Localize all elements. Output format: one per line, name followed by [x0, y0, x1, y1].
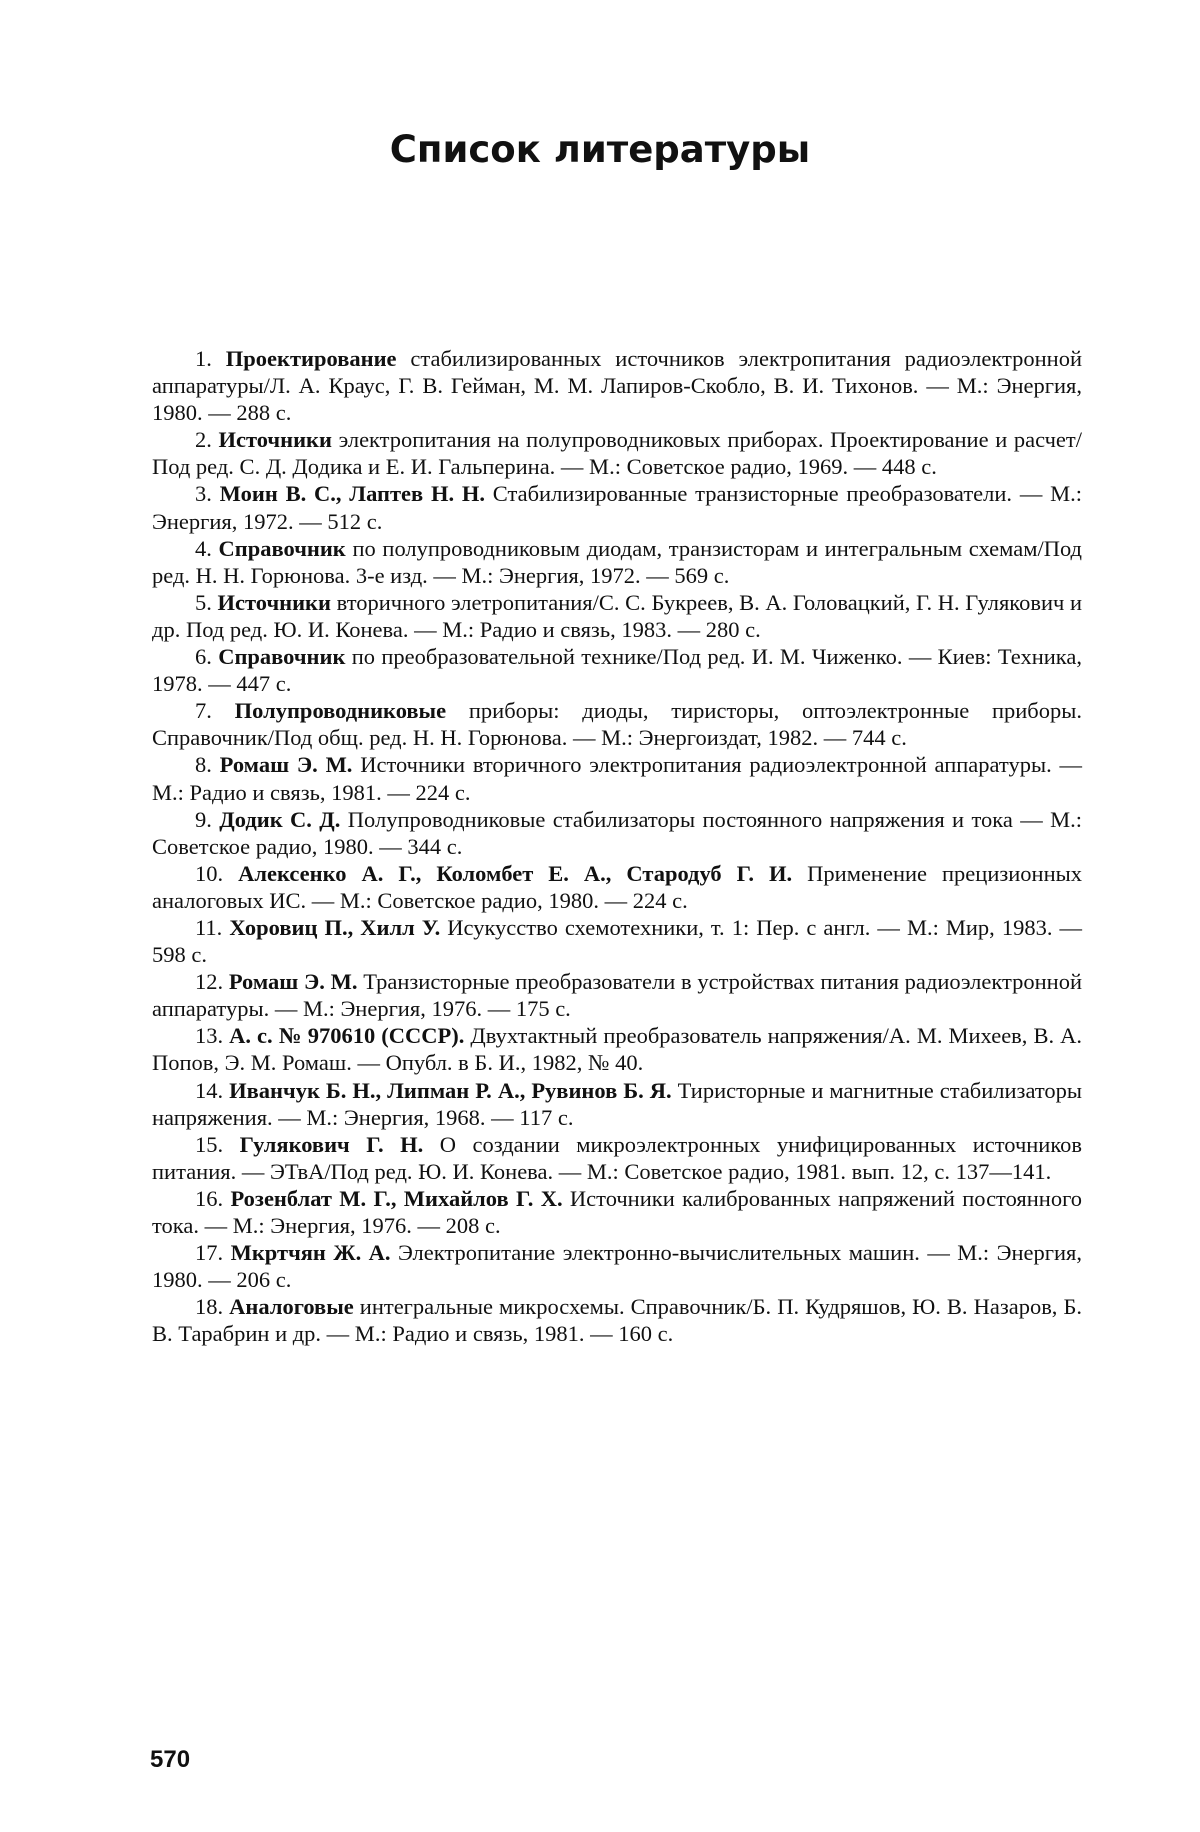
- reference-text: Источники калиброванных напряжений постоянного тока. — М.: Энергия, 1976. — 208 с.: [152, 1185, 1083, 1238]
- reference-text: Стабилизированные транзисторные преобразователи. — М.: Энергия, 1972. — 512 с.: [152, 481, 1082, 534]
- reference-author: А. с. № 970610 (СССР).: [229, 1023, 465, 1049]
- reference-author: Справочник: [218, 644, 346, 670]
- page-number: 570: [150, 1746, 191, 1773]
- reference-text: Применение прецизионных аналоговых ИС. — М.: Советское радио, 1980. — 224 с.: [152, 860, 1083, 913]
- reference-author: Справочник: [218, 535, 346, 561]
- reference-author: Алексенко А. Г., Коломбет Е. А., Стародуб Г. И.: [238, 860, 793, 886]
- reference-item: [152, 806, 1082, 860]
- reference-item: [152, 535, 1082, 589]
- reference-item: [152, 914, 1082, 968]
- reference-author: Мкртчян Ж. А.: [230, 1240, 391, 1266]
- reference-item: [152, 968, 1082, 1022]
- reference-author: Розенблат М. Г., Михайлов Г. Х.: [230, 1185, 563, 1211]
- reference-item: [152, 1239, 1082, 1293]
- reference-item: [152, 860, 1082, 914]
- reference-number: 4.: [195, 535, 212, 561]
- reference-number: 9.: [195, 806, 212, 832]
- reference-text: Тиристорные и магнитные стабилизаторы напряжения. — М.: Энергия, 1968. — 117 с.: [152, 1077, 1083, 1130]
- reference-item: [152, 1131, 1082, 1185]
- reference-author: Ромаш Э. М.: [219, 752, 353, 778]
- reference-item: [152, 480, 1082, 534]
- reference-number: 14.: [195, 1077, 224, 1103]
- reference-number: 17.: [195, 1240, 224, 1266]
- reference-text: стабилизированных источников электропитания радиоэлектронной аппаратуры/Л. А. Краус, Г. В. Гейман, М. М. Лапиров-Скобло, В. И. Тихонов. — М.: Энергия, 1980. — 288 с.: [152, 346, 1083, 426]
- reference-author: Моин В. С., Лаптев Н. Н.: [219, 481, 486, 507]
- reference-list: [152, 345, 1082, 1347]
- reference-text: Электропитание электронно-вычислительных машин. — М.: Энергия, 1980. — 206 с.: [152, 1240, 1082, 1293]
- reference-text: Исукусство схемотехники, т. 1: Пер. с англ. — М.: Мир, 1983. — 598 с.: [152, 914, 1082, 968]
- reference-number: 13.: [195, 1023, 224, 1049]
- reference-item: [152, 697, 1082, 751]
- reference-text: по полупроводниковым диодам, транзисторам и интегральным схемам/Под ред. Н. Н. Горюнова. 3-е изд. — М.: Энергия, 1972. — 569 с.: [152, 535, 1083, 588]
- reference-item: [152, 426, 1082, 480]
- reference-number: 2.: [195, 427, 212, 453]
- reference-text: Двухтактный преобразователь напряжения/А. М. Михеев, В. А. Попов, Э. М. Ромаш. — Опубл. в Б. И., 1982, № 40.: [152, 1023, 1082, 1076]
- reference-item: [152, 345, 1082, 426]
- reference-author: Додик С. Д.: [219, 806, 341, 832]
- reference-number: 1.: [195, 346, 212, 371]
- reference-number: 16.: [195, 1185, 224, 1211]
- reference-text: Источники вторичного электропитания радиоэлектронной аппаратуры. — М.: Радио и связь, 1981. — 224 с.: [152, 752, 1083, 805]
- reference-author: Гулякович Г. Н.: [239, 1131, 424, 1157]
- reference-number: 5.: [195, 589, 212, 615]
- reference-author: Проектирование: [225, 346, 397, 371]
- reference-item: [152, 1185, 1082, 1239]
- reference-text: электропитания на полупроводниковых приборах. Проектирование и расчет/Под ред. С. Д. Додика и Е. И. Гальперина. — М.: Советское радио, 1969. — 448 с.: [152, 427, 1083, 480]
- reference-author: Ромаш Э. М.: [228, 969, 358, 995]
- reference-author: Хоровиц П., Хилл У.: [229, 914, 441, 940]
- reference-item: [152, 1022, 1082, 1076]
- reference-author: Источники: [218, 427, 332, 453]
- reference-number: 8.: [195, 752, 212, 778]
- page-title: Список литературы: [389, 128, 811, 171]
- reference-number: 3.: [195, 481, 212, 507]
- reference-text: по преобразовательной технике/Под ред. И. М. Чиженко. — Киев: Техника, 1978. — 447 с.: [152, 644, 1082, 697]
- reference-number: 15.: [195, 1131, 224, 1157]
- reference-author: Иванчук Б. Н., Липман Р. А., Рувинов Б. Я.: [229, 1077, 672, 1103]
- reference-number: 10.: [195, 860, 224, 886]
- reference-text: интегральные микросхемы. Справочник/Б. П. Кудряшов, Ю. В. Назаров, Б. В. Тарабрин и др. — М.: Радио и связь, 1981. — 160 с.: [152, 1294, 1083, 1347]
- reference-item: [152, 751, 1082, 805]
- reference-author: Полупроводниковые: [234, 698, 447, 724]
- reference-item: [152, 589, 1082, 643]
- reference-text: Полупроводниковые стабилизаторы постоянного напряжения и тока — М.: Советское радио, 1980. — 344 с.: [152, 806, 1083, 859]
- reference-item: [152, 1293, 1082, 1347]
- reference-number: 6.: [195, 644, 212, 670]
- reference-text: приборы: диоды, тиристоры, оптоэлектронные приборы. Справочник/Под общ. ред. Н. Н. Горюнова. — М.: Энергоиздат, 1982. — 744 с.: [152, 698, 1082, 751]
- reference-author: Источники: [217, 589, 331, 615]
- reference-author: Аналоговые: [229, 1294, 354, 1320]
- reference-text: О создании микроэлектронных унифицированных источников питания. — ЭТвА/Под ред. Ю. И. Конева. — М.: Советское радио, 1981. вып. 12, с. 137—141.: [152, 1131, 1083, 1184]
- reference-item: [152, 643, 1082, 697]
- reference-item: [152, 1077, 1082, 1131]
- reference-number: 7.: [195, 698, 212, 724]
- reference-number: 11.: [195, 914, 223, 940]
- reference-text: вторичного элетропитания/С. С. Букреев, В. А. Головацкий, Г. Н. Гулякович и др. Под ред. Ю. И. Конева. — М.: Радио и связь, 1983. — 280 с.: [152, 589, 1083, 642]
- reference-number: 18.: [195, 1294, 224, 1320]
- reference-text: Транзисторные преобразователи в устройствах питания радиоэлектронной аппаратуры. — М.: Энергия, 1976. — 175 с.: [152, 969, 1083, 1022]
- reference-number: 12.: [195, 969, 224, 995]
